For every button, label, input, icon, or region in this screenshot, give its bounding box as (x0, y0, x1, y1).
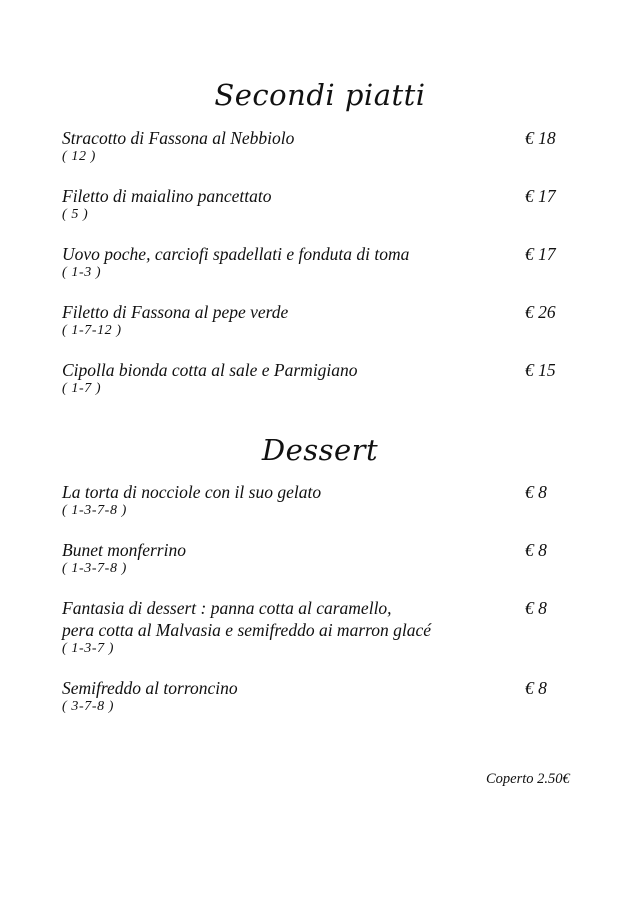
item-price: € 8 (525, 678, 547, 698)
cover-charge: Coperto 2.50€ (486, 771, 570, 787)
item-price: € 26 (525, 302, 556, 322)
item-price: € 18 (525, 128, 556, 148)
item-name: Semifreddo al torroncino (62, 678, 238, 698)
item-allergens: ( 1-7-12 ) (62, 323, 122, 338)
item-name: Fantasia di dessert : panna cotta al caramello, (62, 598, 392, 618)
menu-item (62, 301, 582, 339)
item-name-line2: pera cotta al Malvasia e semifreddo ai marron glacé (62, 620, 432, 640)
item-allergens: ( 5 ) (62, 207, 89, 222)
item-allergens: ( 3-7-8 ) (62, 699, 115, 714)
item-allergens: ( 1-3-7-8 ) (62, 561, 127, 576)
item-allergens: ( 1-3 ) (62, 265, 102, 280)
item-price: € 15 (525, 360, 556, 380)
item-price: € 17 (525, 186, 556, 206)
menu-item (62, 597, 582, 657)
item-allergens: ( 1-3-7 ) (62, 641, 115, 656)
menu-item (62, 185, 582, 223)
item-name: Bunet monferrino (62, 540, 186, 560)
secondi-title: Secondi piatti (214, 78, 426, 112)
item-name: Filetto di Fassona al pepe verde (62, 302, 289, 322)
item-name: La torta di nocciole con il suo gelato (62, 482, 322, 502)
dessert-title: Dessert (261, 433, 379, 467)
menu-item (62, 243, 582, 281)
menu-item (62, 539, 582, 577)
item-name: Uovo poche, carciofi spadellati e fonduta di toma (62, 244, 410, 264)
item-price: € 17 (525, 244, 556, 264)
menu-item (62, 481, 582, 519)
menu-item (62, 127, 582, 165)
item-allergens: ( 1-7 ) (62, 381, 102, 396)
item-name: Stracotto di Fassona al Nebbiolo (62, 128, 295, 148)
item-name: Filetto di maialino pancettato (62, 186, 272, 206)
item-name: Cipolla bionda cotta al sale e Parmigiano (62, 360, 358, 380)
item-allergens: ( 12 ) (62, 149, 96, 164)
item-allergens: ( 1-3-7-8 ) (62, 503, 127, 518)
menu-item (62, 677, 582, 715)
item-price: € 8 (525, 482, 547, 502)
item-price: € 8 (525, 540, 547, 560)
menu-item (62, 359, 582, 397)
item-price: € 8 (525, 598, 547, 618)
